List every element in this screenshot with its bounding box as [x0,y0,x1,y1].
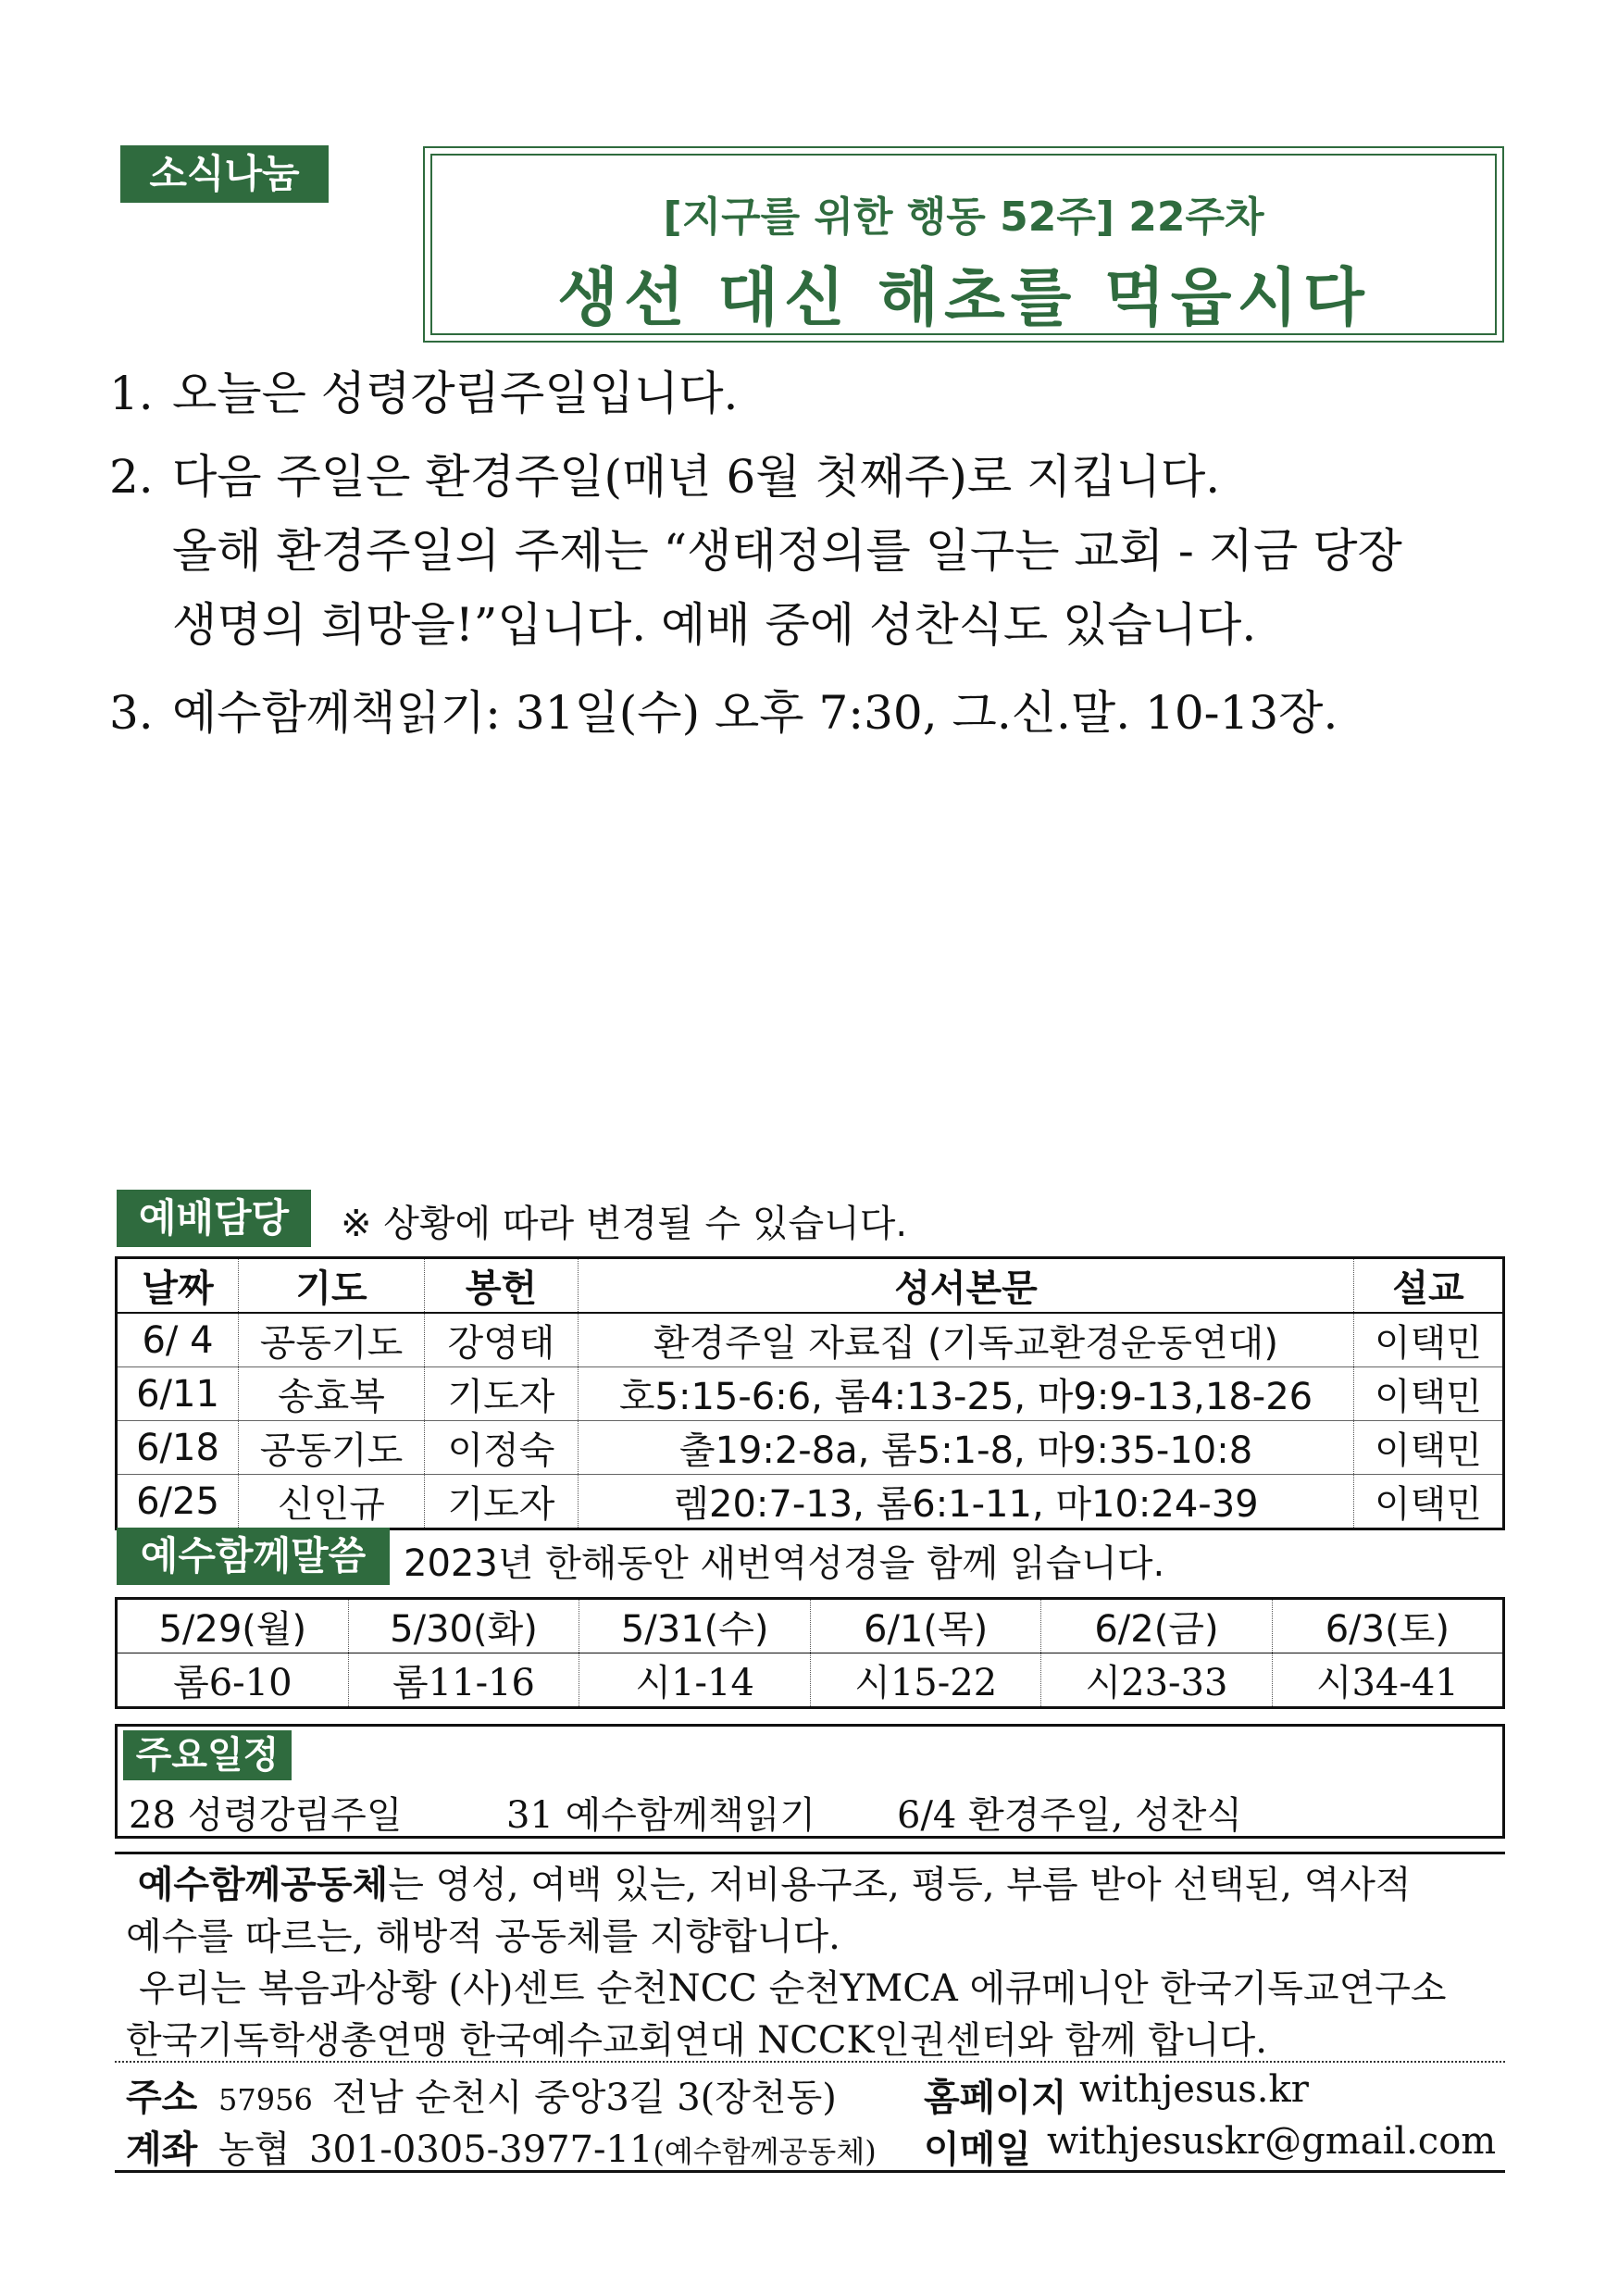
account-holder: (예수함께공동체) [653,2134,877,2169]
homepage-link[interactable]: withjesus.kr [1079,2068,1309,2111]
table-row [117,1475,1504,1529]
cell-sermon: 이택민 [1354,1421,1504,1475]
cell-scripture: 환경주일 자료집 (기독교환경운동연대) [579,1313,1354,1367]
worship-table [115,1256,1505,1530]
title-box [423,146,1504,343]
community-name: 예수함께공동체 [137,1864,389,1906]
cell-reading: 시15-22 [811,1653,1041,1708]
header-scripture: 성서본문 [579,1258,1354,1314]
notice-number: 3. [109,686,154,740]
schedule-item: 6/4 환경주일, 성찬식 [897,1794,1242,1837]
cell-prayer: 송효복 [239,1367,425,1421]
notice-text: 다음 주일은 환경주일(매년 6월 첫째주)로 지킵니다. [172,450,1221,504]
header-date: 날짜 [117,1258,239,1314]
dotted-divider [115,2061,1505,2063]
cell-day: 5/29(월) [117,1599,349,1653]
cell-sermon: 이택민 [1354,1367,1504,1421]
cell-reading: 시34-41 [1272,1653,1503,1708]
community-text: 예수를 따르는, 해방적 공동체를 지향합니다. [126,1915,840,1958]
notice-text: 오늘은 성령강림주일입니다. [172,367,739,420]
cell-day: 6/2(금) [1041,1599,1272,1653]
cell-reading: 시1-14 [579,1653,811,1708]
account-number: 301-0305-3977-11 [309,2128,653,2171]
address-row [126,2068,1309,2121]
worship-note: ※ 상황에 따라 변경될 수 있습니다. [341,1203,908,1245]
cell-prayer: 공동기도 [239,1421,425,1475]
cell-reading: 롬6-10 [117,1653,349,1708]
cell-offering: 기도자 [425,1475,579,1529]
email-label: 이메일 [924,2128,1031,2171]
account-label: 계좌 [126,2128,198,2171]
cell-day: 5/31(수) [579,1599,811,1653]
worship-section-tag: 예배담당 [117,1190,311,1247]
table-row [117,1653,1504,1708]
schedule-box [115,1724,1505,1839]
community-text: 는 영성, 여백 있는, 저비용구조, 평등, 부름 받아 선택된, 역사적 [388,1864,1412,1906]
cell-sermon: 이택민 [1354,1475,1504,1529]
email-link[interactable]: withjesuskr@gmail.com [1047,2120,1497,2163]
notice-text: 생명의 희망을!”입니다. 예배 중에 성찬식도 있습니다. [172,598,1257,652]
divider [115,1852,1505,1854]
cell-offering: 기도자 [425,1367,579,1421]
cell-offering: 이정숙 [425,1421,579,1475]
cell-day: 6/1(목) [811,1599,1041,1653]
notice-item-3 [109,676,1338,750]
cell-day: 6/3(토) [1272,1599,1503,1653]
reading-table [115,1597,1505,1709]
cell-scripture: 출19:2-8a, 롬5:1-8, 마9:35-10:8 [579,1421,1354,1475]
cell-date: 6/ 4 [117,1313,239,1367]
table-header-row [117,1258,1504,1314]
address-text: 전남 순천시 중앙3길 3(장천동) [331,2077,837,2119]
page-title: 생선 대신 해초를 먹읍시다 [557,262,1370,335]
table-row [117,1313,1504,1367]
news-section-tag: 소식나눔 [120,145,329,203]
address-label: 주소 [126,2077,198,2119]
notice-text: 예수함께책읽기: 31일(수) 오후 7:30, 그.신.말. 10-13장. [172,686,1338,740]
header-sermon: 설교 [1354,1258,1504,1314]
cell-date: 6/11 [117,1367,239,1421]
community-text: 우리는 복음과상황 (사)센트 순천NCC 순천YMCA 에큐메니안 한국기독교연구소 [139,1967,1447,2010]
cell-offering: 강영태 [425,1313,579,1367]
header-offering: 봉헌 [425,1258,579,1314]
homepage-label: 홈페이지 [924,2077,1067,2119]
title-inner-frame [430,154,1497,335]
cell-date: 6/25 [117,1475,239,1529]
scripture-note: 2023년 한해동안 새번역성경을 함께 읽습니다. [404,1542,1165,1585]
cell-day: 5/30(화) [348,1599,579,1653]
schedule-item: 31 예수함께책읽기 [506,1794,816,1837]
account-row [126,2120,1497,2173]
cell-prayer: 신인규 [239,1475,425,1529]
schedule-section-tag: 주요일정 [123,1730,292,1780]
title-subtitle: [지구를 위한 행동 52주] 22주차 [663,193,1264,241]
account-bank: 농협 [218,2128,291,2171]
cell-prayer: 공동기도 [239,1313,425,1367]
cell-reading: 롬11-16 [348,1653,579,1708]
postal-code: 57956 [218,2082,313,2117]
schedule-item: 28 성령강림주일 [129,1794,403,1837]
community-statement [126,1859,1505,2066]
notice-number: 2. [109,450,154,504]
header-prayer: 기도 [239,1258,425,1314]
table-row [117,1599,1504,1653]
community-text: 한국기독학생총연맹 한국예수교회연대 NCCK인권센터와 함께 합니다. [126,2019,1267,2062]
notice-number: 1. [109,367,154,420]
bottom-divider [115,2170,1505,2173]
cell-date: 6/18 [117,1421,239,1475]
cell-scripture: 렘20:7-13, 롬6:1-11, 마10:24-39 [579,1475,1354,1529]
notice-text: 올해 환경주일의 주제는 “생태정의를 일구는 교회 - 지금 당장 [172,524,1402,578]
table-row [117,1421,1504,1475]
cell-reading: 시23-33 [1041,1653,1272,1708]
table-row [117,1367,1504,1421]
notice-item-2 [109,440,1402,662]
notice-item-1 [109,356,738,430]
scripture-section-tag: 예수함께말씀 [117,1528,390,1585]
cell-scripture: 호5:15-6:6, 롬4:13-25, 마9:9-13,18-26 [579,1367,1354,1421]
cell-sermon: 이택민 [1354,1313,1504,1367]
